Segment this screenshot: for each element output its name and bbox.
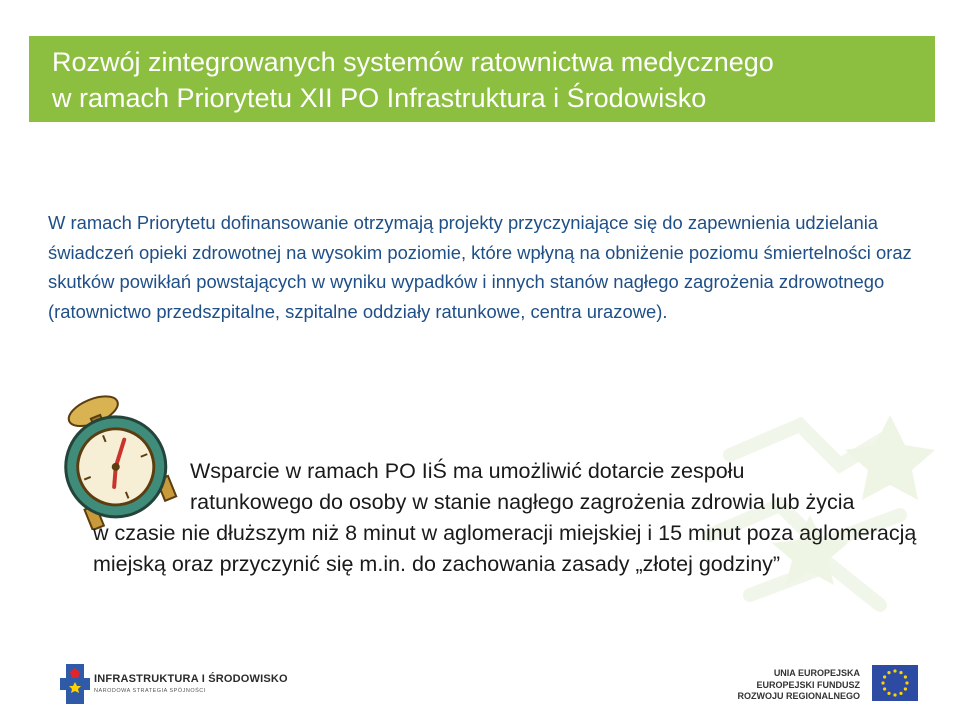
infrastruktura-logo-subtitle: NARODOWA STRATEGIA SPÓJNOŚCI bbox=[94, 688, 206, 694]
body-rest: w czasie nie dłuższym niż 8 minut w aglomeracji miejskiej i 15 minut poza aglomeracją miejską oraz przyczynić się m.in. do zachowania zasady „złotej godziny” bbox=[93, 521, 917, 576]
intro-paragraph: W ramach Priorytetu dofinansowanie otrzymają projekty przyczyniające się do zapewnienia udzielania świadczeń opieki zdrowotnej na wysokim poziomie, które wpłyną na obniżenie poziomu śmiertelności oraz skutków powikłań powstających w wyniku wypadków i innych stanów nagłego zagrożenia zdrowotnego (ratownictwo przedszpitalne, szpitalne oddziały ratunkowe, centra urazowe). bbox=[48, 212, 912, 322]
infrastruktura-logo bbox=[60, 662, 320, 708]
eu-logo-text bbox=[737, 668, 860, 703]
body-paragraph bbox=[93, 456, 943, 580]
infrastruktura-logo-icon bbox=[60, 664, 90, 704]
eu-logo-line-2: EUROPEJSKI FUNDUSZ bbox=[756, 679, 860, 690]
eu-logo bbox=[700, 665, 930, 713]
eu-flag-icon bbox=[872, 665, 918, 701]
infrastruktura-logo-title: INFRASTRUKTURA I ŚRODOWISKO bbox=[94, 673, 288, 685]
title-line-2: w ramach Priorytetu XII PO Infrastruktura i Środowisko bbox=[52, 83, 707, 113]
eu-logo-line-1: UNIA EUROPEJSKA bbox=[773, 668, 860, 678]
body-line-2: ratunkowego do osoby w stanie nagłego zagrożenia zdrowia lub życia bbox=[190, 490, 855, 514]
title-line-1: Rozwój zintegrowanych systemów ratownictwa medycznego bbox=[52, 47, 774, 77]
body-line-1: Wsparcie w ramach PO IiŚ ma umożliwić dotarcie zespołu bbox=[190, 459, 745, 483]
eu-logo-line-3: ROZWOJU REGIONALNEGO bbox=[737, 691, 860, 701]
page-title bbox=[52, 44, 932, 116]
